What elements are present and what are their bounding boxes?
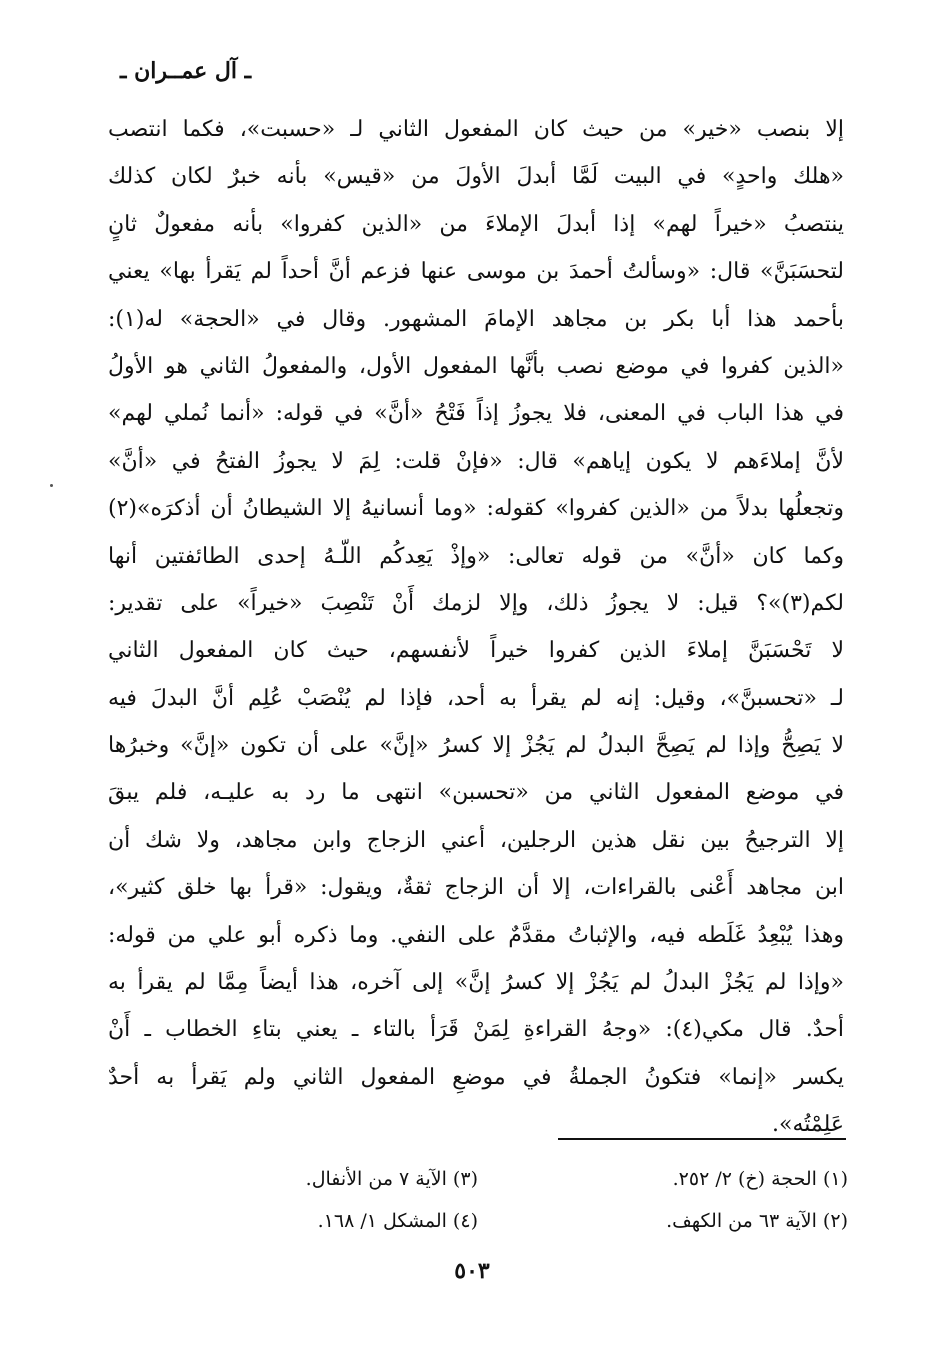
body-line: إلا بنصب «خير» من حيث كان المفعول الثاني لـ «حسبت»، فكما انتصب	[108, 117, 844, 142]
body-line: لتحسَبَنَّ» قال: «وسألتُ أحمدَ بن موسى عنها فزعم أنَّ أحداً لم يَقرأ بها» يعني	[108, 259, 844, 285]
body-line: في موضع المفعول الثاني من «تحسبن» انتهى ما رد به عليـه، فلم يبقَ	[108, 780, 844, 806]
body-line: لا يَصِحُّ وإذا لم يَصِحَّ البدلُ لم يَجُزْ إلا كسرُ «إنَّ» على أن تكون «إنَّ» وخبرُها	[108, 733, 844, 759]
body-line: بأحمد هذا أبا بكر بن مجاهد الإمامَ المشهور. وقال في «الحجة» له(١):	[108, 306, 844, 332]
body-line: «هلك واحدٍ» في البيت لَمَّا أبدلَ الأولَ من «قيس» بأنه خبرٌ لكان كذلك	[108, 164, 844, 190]
body-line: «الذين كفروا في موضع نصب بأنَّها المفعول الأول، والمفعولُ الثاني هو الأولُ	[108, 353, 844, 379]
body-line: وكما كان «أنَّ» من قوله تعالى: «وإذْ يَعِدكُم اللّـهُ إحدى الطائفتين أنها	[108, 543, 844, 569]
body-line: ابن مجاهد أَعْنى بالقراءات، إلا أن الزجاج ثقةٌ، ويقول: «قرأ بها خلق كثير»،	[108, 875, 844, 901]
footnotes	[108, 1158, 848, 1242]
footnote-2: (٢) الآية ٦٣ من الكهف.	[666, 1210, 848, 1232]
body-line: أحدٌ. قال مكي(٤): «وجهُ القراءةِ لِمَنْ قَرَأ بالتاء ـ يعني بتاءِ الخطاب ـ أَنْ	[108, 1017, 844, 1043]
body-line: يكسر «إنما» فتكونُ الجملةُ في موضعِ المفعول الثاني ولم يَقرأ به أحدٌ	[108, 1064, 844, 1090]
footnote-4: (٤) المشكل ١/ ١٦٨.	[317, 1210, 478, 1232]
footnote-row	[108, 1200, 848, 1242]
body-line: إلا الترجيحُ بين نقل هذين الرجلين، أعني الزجاج وابن مجاهد، ولا شك أن	[108, 827, 844, 853]
footnote-3: (٣) الآية ٧ من الأنفال.	[305, 1168, 478, 1190]
body-line: ينتصبُ «خيراً لهم» إذا أبدلَ الإملاءَ من «الذين كفروا» بأنه مفعولٌ ثانٍ	[108, 211, 844, 237]
margin-dot	[50, 484, 53, 487]
footnote-divider	[558, 1138, 846, 1140]
body-line: عَلِمْتُه».	[771, 1112, 844, 1138]
body-line: «وإذا لم يَجُزْ البدلُ لم يَجُزْ إلا كسرُ إنَّ» إلى آخره، هذا أيضاً مِمَّا لم يقرأ به	[108, 970, 844, 996]
body-line: لـ «تحسبنَّ»، وقيل: إنه لم يقرأ به أحد، فإذا لم يُنْصَبْ عُلِم أنَّ البدلَ فيه	[108, 685, 844, 711]
body-line: لكم(٣)»؟ قيل: لا يجوزُ ذلك، وإلا لزمك أَنْ تَنْصِبَ «خيراً» على تقدير:	[108, 590, 844, 616]
footnote-1: (١) الحجة (خ) ٢/ ٢٥٢.	[672, 1168, 848, 1190]
body-line: وتجعلُها بدلاً من «الذين كفروا» كقوله: «وما أنسانيهُ إلا الشيطانُ أن أذكرَه»(٢)	[108, 496, 844, 522]
body-line: لأنَّ إملاءَهم لا يكون إياهم» قال: «فإنْ قلت: لِمَ لا يجوزُ الفتحُ في «أنَّ»	[108, 448, 844, 474]
body-text	[108, 106, 844, 1149]
body-line: لا تَحْسَبَنَّ إملاءَ الذين كفروا خيراً لأنفسهم، حيث كان المفعول الثاني	[108, 638, 844, 664]
body-line: في هذا الباب في المعنى، فلا يجوزُ إذاً فَتْحُ «أنَّ» في قوله: «أنما نُملي لهم»	[108, 401, 844, 427]
page-number: ٥٠٣	[454, 1258, 490, 1284]
footnote-row	[108, 1158, 848, 1200]
running-header: ـ آل عمــران ـ	[120, 58, 252, 84]
body-line: وهذا يُبْعِدُ غَلَطه فيه، والإثباتُ مقدَّمٌ على النفي. وما ذكره أبو علي من قوله:	[108, 922, 844, 948]
